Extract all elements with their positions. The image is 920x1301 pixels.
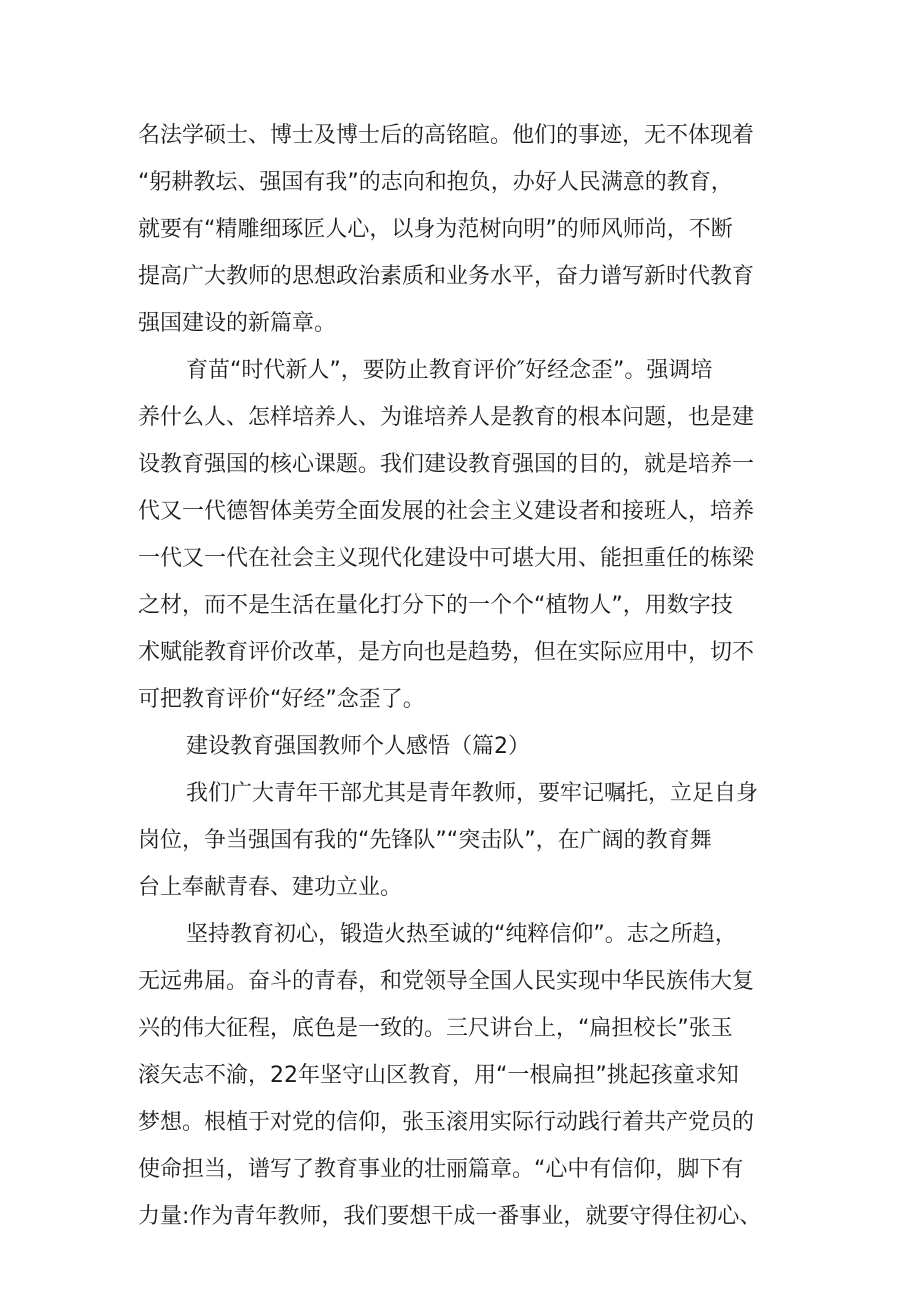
text-line: 术赋能教育评价改革，是方向也是趋势，但在实际应用中，切不 [138, 640, 755, 665]
heading-line: 建设教育强国教师个人感悟（篇2） [186, 734, 530, 759]
text-line: 一代又一代在社会主义现代化建设中可堪大用、能担重任的栋梁 [138, 546, 755, 571]
paragraph-1 [138, 112, 798, 347]
text-line: 育苗“时代新人”，要防止教育评价″好经念歪”。强调培 [186, 358, 713, 383]
text-line: 坚持教育初心，锻造火热至诚的“纯粹信仰”。志之所趋， [186, 922, 737, 947]
section-heading [138, 723, 798, 770]
text-line: 设教育强国的核心课题。我们建设教育强国的目的，就是培养一 [138, 452, 755, 477]
text-line: 可把教育评价“好经”念歪了。 [138, 687, 425, 712]
text-line: 名法学硕士、博士及博士后的高铭暄。他们的事迹，无不体现着 [138, 123, 755, 148]
paragraph-4 [138, 911, 798, 1240]
text-line: 我们广大青年干部尤其是青年教师，要牢记嘱托，立足自身 [186, 781, 759, 806]
text-line: 兴的伟大征程，底色是一致的。三尺讲台上，“扁担校长”张玉 [138, 1016, 733, 1041]
text-line: 岗位，争当强国有我的“先锋队”“突击队”，在广阔的教育舞 [138, 828, 712, 853]
text-line: 台上奉献青春、建功立业。 [138, 875, 403, 900]
text-line: 梦想。根植于对党的信仰，张玉滚用实际行动践行着共产党员的 [138, 1110, 755, 1135]
text-line: 就要有“精雕细琢匠人心，以身为范树向明”的师风师尚，不断 [138, 217, 733, 242]
text-line: 代又一代德智体美劳全面发展的社会主义建设者和接班人，培养 [138, 499, 755, 524]
text-line: 养什么人、怎样培养人、为谁培养人是教育的根本问题，也是建 [138, 405, 755, 430]
text-line: 力量:作为青年教师，我们要想干成一番事业，就要守得住初心、 [138, 1204, 762, 1229]
text-line: 强国建设的新篇章。 [138, 311, 337, 336]
text-line: “躬耕教坛、强国有我”的志向和抱负，办好人民满意的教育， [138, 170, 733, 195]
paragraph-2 [138, 347, 798, 723]
text-line: 之材，而不是生活在量化打分下的一个个“植物人”，用数字技 [138, 593, 733, 618]
text-line: 无远弗届。奋斗的青春，和党领导全国人民实现中华民族伟大复 [138, 969, 755, 994]
text-line: 滚矢志不渝，22年坚守山区教育，用“一根扁担”挑起孩童求知 [138, 1063, 739, 1088]
paragraph-3 [138, 770, 798, 911]
document-body [138, 112, 798, 1240]
text-line: 使命担当，谱写了教育事业的壮丽篇章。“心中有信仰，脚下有 [138, 1157, 744, 1182]
text-line: 提高广大教师的思想政治素质和业务水平，奋力谱写新时代教育 [138, 264, 755, 289]
